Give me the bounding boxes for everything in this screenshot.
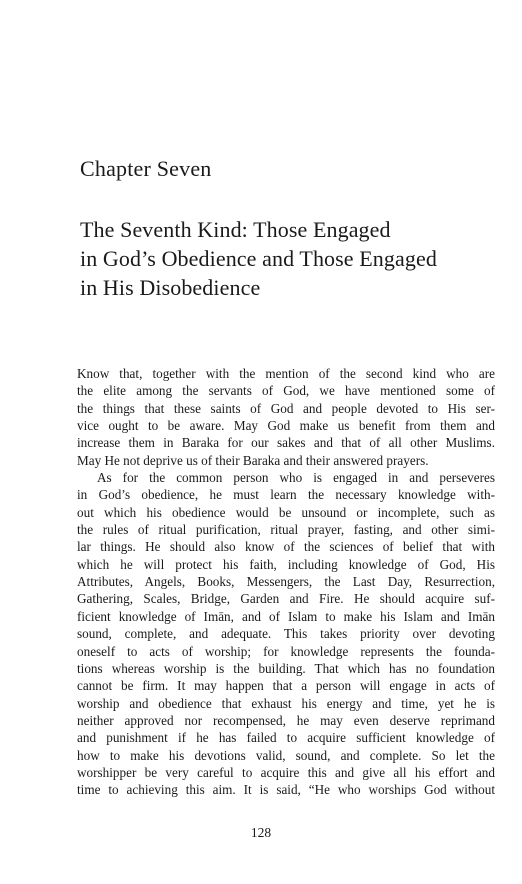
body-text	[77, 365, 495, 799]
body-line: out which his obedience would be unsound or incomplete, such as	[77, 504, 495, 520]
chapter-title-line: in His Disobedience	[80, 275, 261, 300]
chapter-title	[80, 215, 437, 302]
body-line: worshipper be very careful to acquire this and give all his effort and	[77, 764, 495, 780]
body-line: time to achieving this aim. It is said, “He who worships God without	[77, 782, 495, 798]
body-line: tions whereas worship is the building. That which has no foundation	[77, 660, 495, 676]
body-line: how to make his devotions valid, sound, and complete. So let the	[77, 747, 495, 763]
body-line: Know that, together with the mention of the second kind who are	[77, 366, 495, 381]
body-line: the elite among the servants of God, we have mentioned some of	[77, 383, 495, 399]
body-line: sound, complete, and adequate. This takes priority over devoting	[77, 626, 495, 642]
body-line: oneself to acts of worship; for knowledge represents the founda-	[77, 643, 495, 659]
chapter-label: Chapter Seven	[80, 156, 212, 181]
page-number: 128	[250, 825, 272, 840]
body-line: May He not deprive us of their Baraka and their answered prayers.	[77, 452, 429, 468]
body-line: Attributes, Angels, Books, Messengers, the Last Day, Resurrection,	[77, 574, 495, 590]
body-line: the things that these saints of God and people devoted to His ser-	[77, 400, 495, 416]
chapter-title-line: The Seventh Kind: Those Engaged	[80, 217, 391, 242]
body-line: the rules of ritual purification, ritual prayer, fasting, and other simi-	[77, 522, 495, 538]
body-line: and punishment if he has failed to acquire sufficient knowledge of	[77, 730, 495, 746]
body-line: in God’s obedience, he must learn the necessary knowledge with-	[77, 487, 495, 503]
body-line: increase them in Baraka for our sakes and that of all other Muslims.	[77, 435, 495, 451]
body-line: vice ought to be aware. May God make us benefit from them and	[77, 418, 495, 434]
body-line: ficient knowledge of Imān, and of Islam to make his Islam and Imān	[77, 608, 495, 624]
chapter-title-line: in God’s Obedience and Those Engaged	[80, 246, 437, 271]
body-line: lar things. He should also know of the sciences of belief that with	[77, 539, 495, 555]
body-line: neither approved nor recompensed, he may even deserve reprimand	[77, 712, 495, 728]
body-line: cannot be firm. It may happen that a person will engage in acts of	[77, 678, 495, 694]
body-line: Gathering, Scales, Bridge, Garden and Fire. He should acquire suf-	[77, 591, 495, 607]
body-line: As for the common person who is engaged in and perseveres	[97, 470, 495, 486]
body-line: which he will protect his faith, including knowledge of God, His	[77, 556, 495, 572]
body-line: worship and obedience that exhaust his energy and time, yet he is	[77, 695, 495, 711]
